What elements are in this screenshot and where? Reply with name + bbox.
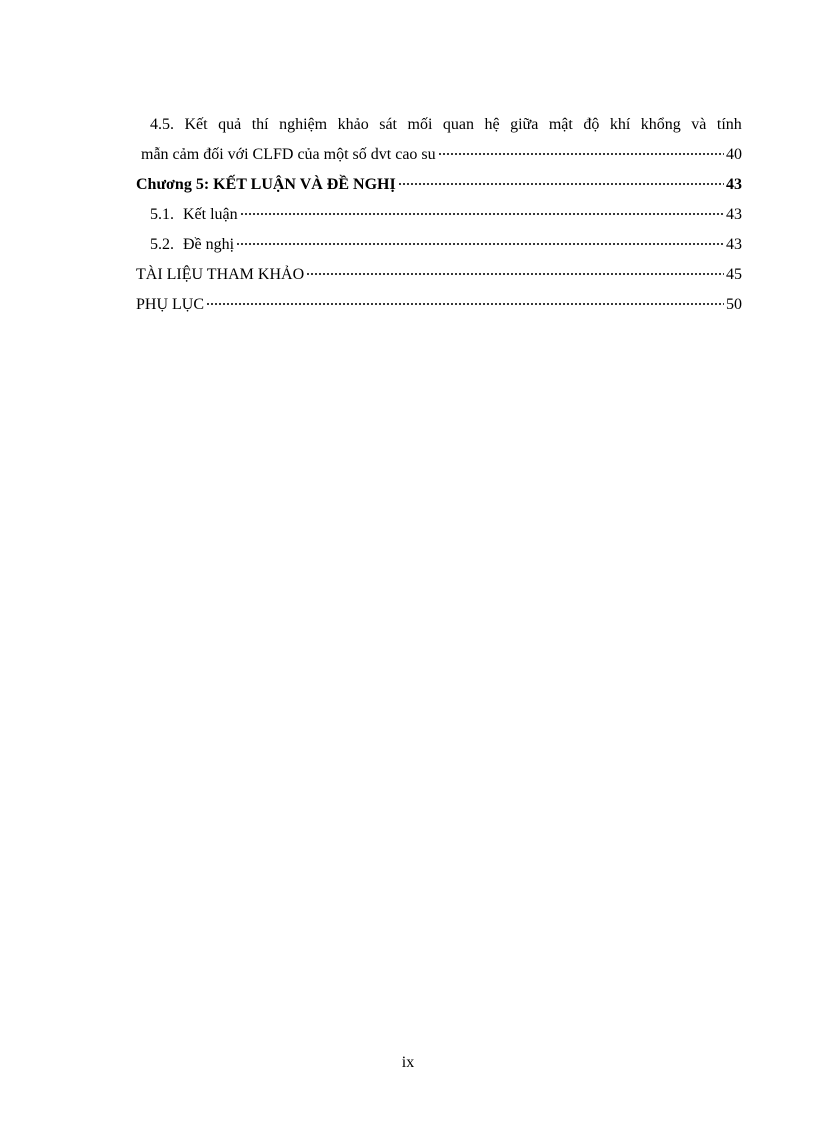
toc-word: thí (251, 116, 269, 133)
toc-entry-page: 43 (726, 176, 742, 193)
toc-entry-title: Chương 5: KẾT LUẬN VÀ ĐỀ NGHỊ (136, 176, 396, 193)
table-of-contents (136, 110, 742, 320)
dot-leader (306, 273, 724, 275)
toc-word: quả (218, 116, 242, 133)
toc-entry-title: mẫn cảm đối với CLFD của một số dvt cao su (141, 146, 436, 163)
toc-entry-5-1[interactable] (136, 200, 742, 230)
toc-word: quan (442, 116, 474, 133)
toc-entry-title: PHỤ LỤC (136, 296, 205, 313)
toc-word: tính (716, 116, 742, 133)
toc-word: hệ (484, 116, 500, 133)
toc-word: nghiệm (279, 116, 328, 133)
toc-word: khí (609, 116, 631, 133)
toc-entry-title: Đề nghị (183, 236, 235, 253)
toc-entry-page: 50 (726, 296, 742, 313)
toc-word: khảo (337, 116, 369, 133)
toc-entry-title: Kết luận (183, 206, 238, 223)
dot-leader (206, 303, 724, 305)
dot-leader (236, 243, 724, 245)
dot-leader (240, 213, 724, 215)
toc-entry-page: 45 (726, 266, 742, 283)
toc-entry-title: TÀI LIỆU THAM KHẢO (136, 266, 305, 283)
toc-entry-number: 5.1. (150, 206, 174, 223)
toc-word: độ (583, 116, 600, 133)
toc-word: mật (548, 116, 573, 133)
toc-entry-number: 4.5. (150, 116, 174, 133)
toc-word: giữa (510, 116, 539, 133)
page-number: ix (401, 1054, 415, 1071)
toc-entry-page: 43 (726, 206, 742, 223)
dot-leader (438, 153, 724, 155)
toc-entry-number: 5.2. (150, 236, 174, 253)
toc-entry-appendix[interactable] (136, 290, 742, 320)
toc-entry-chapter-5[interactable] (136, 170, 742, 200)
toc-word: khổng (640, 116, 681, 133)
dot-leader (398, 183, 724, 185)
toc-word: mối (407, 116, 433, 133)
toc-word: và (691, 116, 707, 133)
toc-entry-5-2[interactable] (136, 230, 742, 260)
toc-entry-4-5-line1 (136, 110, 742, 140)
toc-entry-page: 43 (726, 236, 742, 253)
toc-entry-page: 40 (726, 146, 742, 163)
toc-entry-references[interactable] (136, 260, 742, 290)
toc-word: sát (379, 116, 397, 133)
toc-entry-4-5-line2[interactable] (136, 140, 742, 170)
toc-word: Kết (184, 116, 208, 133)
